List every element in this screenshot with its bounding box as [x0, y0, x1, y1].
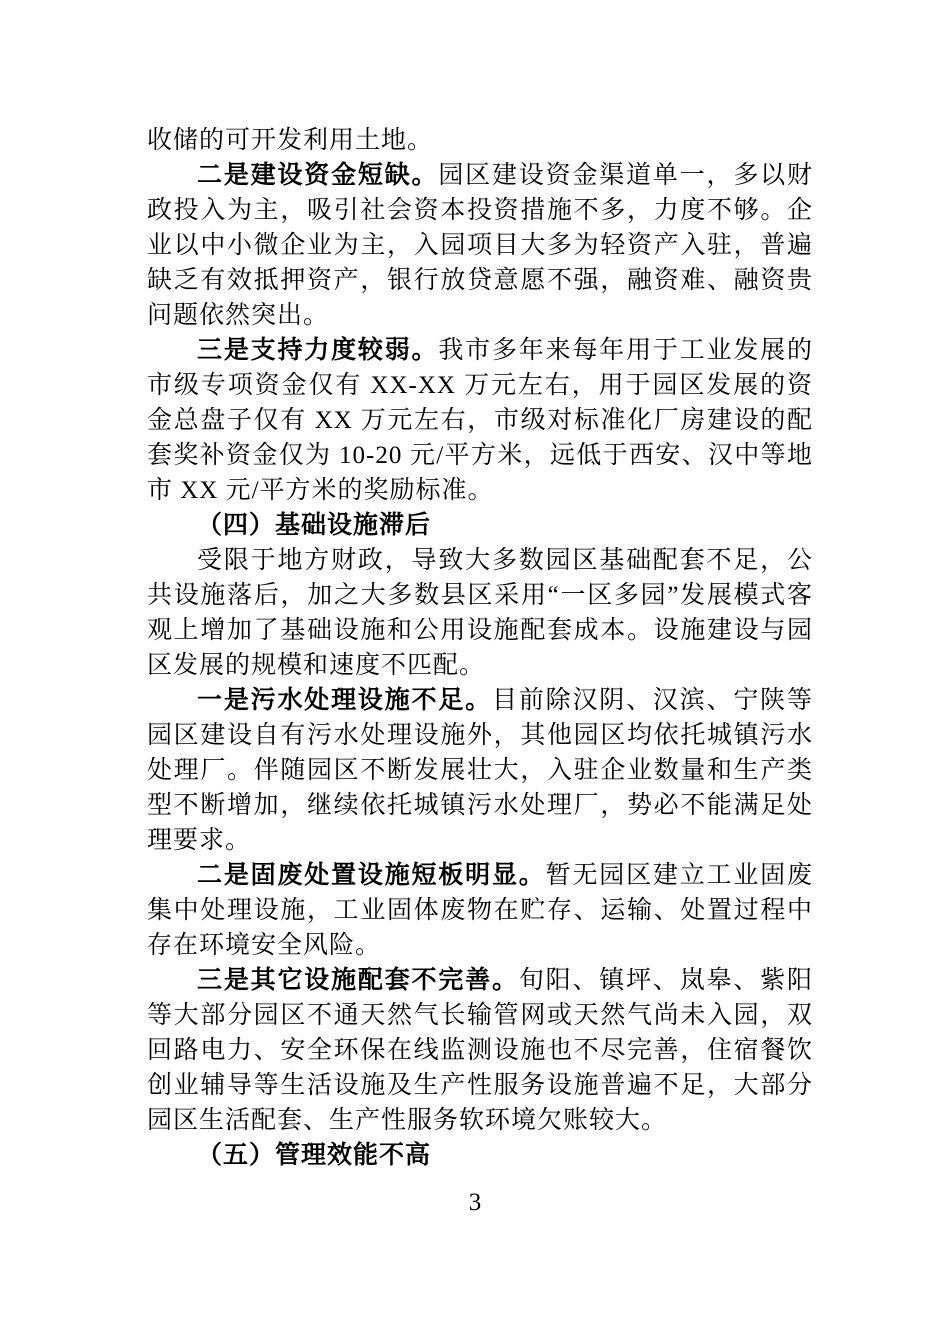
- paragraph-lead: 一是污水处理设施不足。: [197, 687, 492, 714]
- paragraph: 收储的可开发利用土地。: [147, 127, 434, 154]
- paragraph-lead: 三是其它设施配套不完善。: [197, 967, 519, 994]
- page-number: 3: [468, 1189, 482, 1216]
- paragraph: 一是污水处理设施不足。目前除汉阴、汉滨、宁陕等园区建设自有污水处理设施外，其他园区均依托城镇污水处理厂。伴随园区不断发展壮大，入驻企业数量和生产类型不断增加，继续依托城镇污水处理厂，势必不能满足处理要求。: [147, 687, 813, 854]
- paragraph: 三是支持力度较弱。我市多年来每年用于工业发展的市级专项资金仅有 XX-XX 万元左右，用于园区发展的资金总盘子仅有 XX 万元左右，市级对标准化厂房建设的配套奖补资金仅为 10-20 元/平方米，远低于西安、汉中等地市 XX 元/平方米的奖励标准。: [147, 337, 813, 504]
- document-body: [147, 123, 813, 1173]
- paragraph: 三是其它设施配套不完善。旬阳、镇坪、岚皋、紫阳等大部分园区不通天然气长输管网或天然气尚未入园，双回路电力、安全环保在线监测设施也不尽完善，住宿餐饮创业辅导等生活设施及生产性服务设施普遍不足，大部分园区生活配套、生产性服务软环境欠账较大。: [147, 967, 813, 1134]
- section-heading: （五）管理效能不高: [197, 1142, 432, 1169]
- paragraph-lead: 三是支持力度较弱。: [197, 337, 439, 364]
- paragraph: 二是固废处置设施短板明显。暂无园区建立工业固废集中处理设施，工业固体废物在贮存、运输、处置过程中存在环境安全风险。: [147, 862, 813, 959]
- paragraph-lead: 二是固废处置设施短板明显。: [197, 862, 546, 889]
- paragraph: 二是建设资金短缺。园区建设资金渠道单一，多以财政投入为主，吸引社会资本投资措施不多，力度不够。企业以中小微企业为主，入园项目大多为轻资产入驻，普遍缺乏有效抵押资产，银行放贷意愿不强，融资难、融资贵问题依然突出。: [147, 162, 813, 329]
- paragraph: 受限于地方财政，导致大多数园区基础配套不足，公共设施落后，加之大多数县区采用“一区多园”发展模式客观上增加了基础设施和公用设施配套成本。设施建设与园区发展的规模和速度不匹配。: [147, 547, 813, 679]
- paragraph-lead: 二是建设资金短缺。: [197, 162, 439, 189]
- section-heading: （四）基础设施滞后: [197, 512, 432, 539]
